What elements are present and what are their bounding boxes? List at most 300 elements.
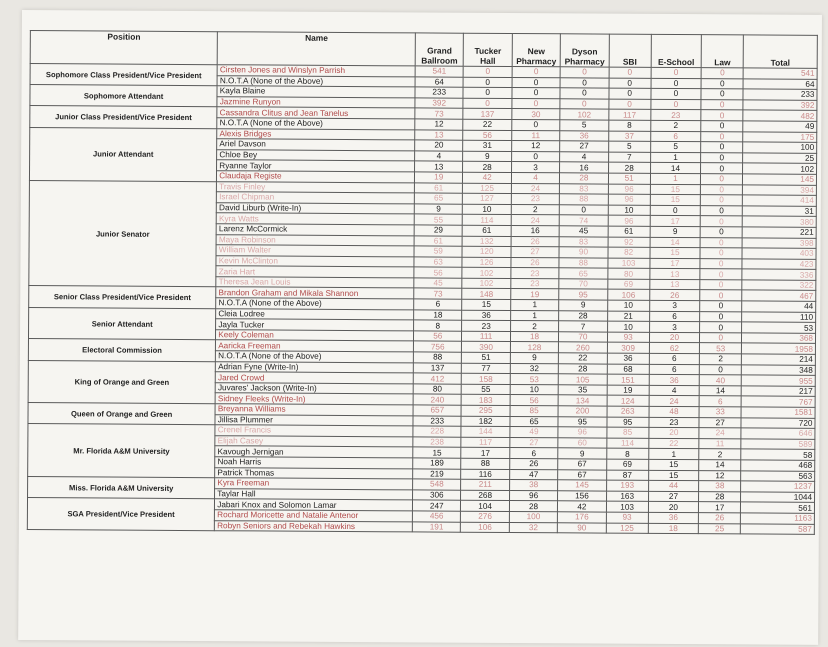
candidate-name-cell: Israel Chipman: [217, 192, 415, 204]
vote-count-cell: 0: [701, 152, 743, 163]
vote-count-cell: 7: [559, 321, 607, 332]
vote-count-cell: 88: [413, 352, 461, 363]
vote-count-cell: 36: [560, 130, 608, 141]
vote-count-cell: 111: [462, 331, 510, 342]
total-cell: 587: [741, 523, 815, 534]
vote-count-cell: 2: [700, 354, 742, 365]
vote-count-cell: 22: [463, 119, 511, 130]
vote-count-cell: 117: [608, 109, 650, 120]
candidate-name-cell: Kevin McClinton: [216, 255, 414, 267]
vote-count-cell: 182: [461, 416, 509, 427]
candidate-name-cell: Maya Robinson: [216, 234, 414, 246]
total-cell: 64: [743, 79, 817, 90]
candidate-name-cell: Larenz McCormick: [216, 224, 414, 236]
total-cell: 44: [742, 301, 816, 312]
candidate-name-cell: Adrian Fyne (Write-In): [216, 361, 414, 373]
vote-count-cell: 1: [510, 310, 558, 321]
total-cell: 336: [742, 269, 816, 280]
vote-count-cell: 19: [607, 385, 649, 396]
vote-count-cell: 93: [607, 332, 649, 343]
vote-count-cell: 0: [609, 88, 651, 99]
vote-count-cell: 80: [607, 268, 649, 279]
vote-count-cell: 24: [511, 215, 559, 226]
vote-count-cell: 26: [699, 513, 741, 524]
vote-count-cell: 68: [607, 364, 649, 375]
vote-count-cell: 6: [414, 299, 462, 310]
column-header-grand-ballroom: Grand Ballroom: [415, 33, 464, 66]
total-cell: 1958: [742, 343, 816, 354]
vote-count-cell: 200: [558, 406, 606, 417]
vote-count-cell: 0: [701, 131, 743, 142]
candidate-name-cell: Cassandra Clitus and Jean Tanelus: [217, 107, 415, 119]
column-header-position: Position: [30, 31, 217, 65]
vote-count-cell: 260: [559, 342, 607, 353]
column-header-law: Law: [701, 35, 743, 68]
vote-count-cell: 12: [415, 119, 463, 130]
vote-count-cell: 23: [462, 320, 510, 331]
total-cell: 589: [741, 439, 815, 450]
vote-count-cell: 5: [560, 120, 608, 131]
vote-count-cell: 3: [511, 162, 559, 173]
vote-count-cell: 657: [413, 405, 461, 416]
vote-count-cell: 56: [463, 130, 511, 141]
position-cell: Senior Class President/Vice President: [29, 286, 216, 308]
column-header-total: Total: [743, 35, 817, 68]
total-cell: 217: [741, 386, 815, 397]
vote-count-cell: 247: [413, 500, 461, 511]
vote-count-cell: 0: [701, 184, 743, 195]
vote-count-cell: 87: [606, 470, 648, 481]
vote-count-cell: 151: [607, 374, 649, 385]
column-header-name: Name: [217, 32, 415, 66]
vote-count-cell: 106: [461, 522, 509, 533]
total-cell: 110: [742, 312, 816, 323]
vote-count-cell: 30: [512, 109, 560, 120]
vote-count-cell: 0: [560, 88, 608, 99]
vote-count-cell: 9: [510, 353, 558, 364]
vote-count-cell: 65: [414, 193, 462, 204]
vote-count-cell: 33: [699, 407, 741, 418]
vote-count-cell: 1: [650, 173, 701, 184]
vote-count-cell: 60: [558, 438, 606, 449]
candidate-name-cell: Robyn Seniors and Rebekah Hawkins: [215, 520, 413, 532]
vote-count-cell: 13: [650, 279, 701, 290]
vote-count-cell: 20: [415, 140, 463, 151]
vote-count-cell: 8: [608, 120, 650, 131]
vote-count-cell: 163: [606, 491, 648, 502]
vote-count-cell: 0: [700, 269, 742, 280]
vote-count-cell: 5: [650, 141, 701, 152]
total-cell: 221: [742, 227, 816, 238]
vote-count-cell: 412: [413, 373, 461, 384]
vote-count-cell: 7: [608, 152, 650, 163]
vote-count-cell: 22: [559, 353, 607, 364]
total-cell: 394: [743, 184, 817, 195]
candidate-name-cell: Jabari Knox and Solomon Lamar: [215, 499, 413, 511]
vote-count-cell: 90: [559, 247, 607, 258]
total-cell: 1237: [741, 481, 815, 492]
vote-count-cell: 4: [560, 152, 608, 163]
candidate-name-cell: Ryanne Taylor: [217, 160, 415, 172]
vote-count-cell: 5: [608, 141, 650, 152]
candidate-name-cell: Theresa Jean Louis: [216, 277, 414, 289]
vote-count-cell: 102: [462, 267, 510, 278]
vote-count-cell: 0: [701, 142, 743, 153]
vote-count-cell: 128: [510, 342, 558, 353]
candidate-name-cell: Crenel Francis: [215, 425, 413, 437]
vote-count-cell: 26: [649, 290, 700, 301]
vote-count-cell: 88: [559, 257, 607, 268]
vote-count-cell: 32: [509, 522, 557, 533]
candidate-name-cell: Breyanna Williams: [215, 404, 413, 416]
vote-count-cell: 0: [701, 121, 743, 132]
vote-count-cell: 51: [462, 352, 510, 363]
vote-count-cell: 44: [648, 480, 699, 491]
vote-count-cell: 10: [608, 205, 650, 216]
vote-count-cell: 61: [414, 235, 462, 246]
vote-count-cell: 55: [462, 384, 510, 395]
vote-count-cell: 3: [649, 322, 700, 333]
vote-count-cell: 0: [609, 99, 651, 110]
vote-count-cell: 9: [559, 300, 607, 311]
vote-count-cell: 85: [607, 427, 649, 438]
vote-count-cell: 15: [650, 247, 701, 258]
vote-count-cell: 51: [608, 173, 650, 184]
vote-count-cell: 18: [510, 331, 558, 342]
vote-count-cell: 77: [462, 363, 510, 374]
candidate-name-cell: Kyra Freeman: [215, 478, 413, 490]
vote-count-cell: 103: [606, 501, 648, 512]
vote-count-cell: 83: [559, 236, 607, 247]
results-sheet: [18, 10, 822, 645]
candidate-name-cell: Juvares' Jackson (Write-In): [215, 383, 413, 395]
vote-count-cell: 126: [462, 257, 510, 268]
vote-count-cell: 116: [461, 469, 509, 480]
vote-count-cell: 148: [462, 289, 510, 300]
vote-count-cell: 6: [510, 448, 558, 459]
vote-count-cell: 19: [511, 289, 559, 300]
vote-count-cell: 37: [608, 131, 650, 142]
vote-count-cell: 233: [413, 415, 461, 426]
total-cell: 414: [743, 195, 817, 206]
candidate-name-cell: Jayla Tucker: [216, 319, 414, 331]
vote-count-cell: 0: [701, 174, 743, 185]
vote-count-cell: 0: [701, 195, 743, 206]
vote-count-cell: 23: [511, 278, 559, 289]
vote-count-cell: 191: [412, 521, 460, 532]
vote-count-cell: 17: [699, 502, 741, 513]
vote-count-cell: 85: [510, 405, 558, 416]
vote-count-cell: 127: [463, 193, 511, 204]
vote-count-cell: 117: [461, 437, 509, 448]
vote-count-cell: 67: [558, 459, 606, 470]
vote-count-cell: 32: [510, 363, 558, 374]
vote-count-cell: 2: [510, 321, 558, 332]
candidate-name-cell: Kyra Watts: [216, 213, 414, 225]
vote-count-cell: 20: [649, 428, 700, 439]
vote-count-cell: 83: [560, 183, 608, 194]
vote-count-cell: 22: [649, 438, 700, 449]
vote-count-cell: 70: [559, 279, 607, 290]
vote-count-cell: 0: [463, 87, 511, 98]
total-cell: 58: [741, 449, 815, 460]
vote-count-cell: 27: [699, 417, 741, 428]
vote-count-cell: 45: [559, 226, 607, 237]
vote-count-cell: 96: [608, 184, 650, 195]
candidate-name-cell: Brandon Graham and Mikala Shannon: [216, 287, 414, 299]
vote-count-cell: 0: [650, 205, 701, 216]
vote-count-cell: 16: [560, 162, 608, 173]
vote-count-cell: 2: [511, 204, 559, 215]
vote-count-cell: 23: [511, 268, 559, 279]
vote-count-cell: 48: [649, 406, 700, 417]
vote-count-cell: 96: [608, 194, 650, 205]
vote-count-cell: 20: [648, 502, 699, 513]
vote-count-cell: 55: [414, 214, 462, 225]
vote-count-cell: 0: [699, 364, 741, 375]
vote-count-cell: 24: [699, 428, 741, 439]
vote-count-cell: 4: [415, 151, 463, 162]
vote-count-cell: 82: [608, 247, 650, 258]
candidate-name-cell: Cirsten Jones and Winslyn Parrish: [217, 65, 415, 77]
total-cell: 482: [743, 110, 817, 121]
vote-count-cell: 28: [509, 501, 557, 512]
vote-count-cell: 238: [413, 437, 461, 448]
total-cell: 25: [743, 153, 817, 164]
position-cell: Senior Attendant: [28, 307, 215, 340]
vote-count-cell: 28: [559, 363, 607, 374]
vote-count-cell: 102: [560, 109, 608, 120]
vote-count-cell: 21: [607, 311, 649, 322]
vote-count-cell: 102: [462, 278, 510, 289]
vote-count-cell: 0: [463, 98, 511, 109]
vote-count-cell: 125: [606, 523, 648, 534]
vote-count-cell: 15: [462, 299, 510, 310]
vote-count-cell: 541: [415, 66, 463, 77]
vote-count-cell: 0: [700, 332, 742, 343]
position-cell: Queen of Orange and Green: [28, 403, 215, 425]
vote-count-cell: 183: [462, 395, 510, 406]
candidate-name-cell: Cleia Lodree: [216, 308, 414, 320]
vote-count-cell: 0: [700, 290, 742, 301]
vote-count-cell: 295: [461, 405, 509, 416]
candidate-name-cell: N.O.T.A (None of the Above): [217, 118, 415, 130]
candidate-name-cell: Rochard Moricette and Natalie Antenor: [215, 510, 413, 522]
vote-count-cell: 158: [462, 373, 510, 384]
vote-count-cell: 106: [607, 290, 649, 301]
vote-count-cell: 47: [509, 469, 557, 480]
candidate-name-cell: N.O.T.A (None of the Above): [217, 75, 415, 87]
total-cell: 322: [742, 280, 816, 291]
vote-count-cell: 64: [415, 76, 463, 87]
column-header-tucker-hall: Tucker Hall: [464, 33, 513, 66]
vote-count-cell: 80: [413, 384, 461, 395]
vote-count-cell: 20: [649, 332, 700, 343]
position-cell: Junior Class President/Vice President: [30, 106, 217, 128]
vote-count-cell: 0: [701, 110, 743, 121]
vote-count-cell: 9: [558, 448, 606, 459]
vote-count-cell: 0: [701, 99, 743, 110]
total-cell: 233: [743, 89, 817, 100]
total-cell: 380: [742, 216, 816, 227]
total-cell: 541: [743, 68, 817, 79]
vote-count-cell: 0: [700, 258, 742, 269]
vote-count-cell: 18: [414, 310, 462, 321]
vote-count-cell: 105: [558, 374, 606, 385]
vote-count-cell: 233: [415, 87, 463, 98]
vote-count-cell: 114: [463, 215, 511, 226]
vote-count-cell: 156: [558, 491, 606, 502]
vote-count-cell: 144: [461, 426, 509, 437]
position-cell: Sophomore Attendant: [30, 85, 217, 107]
vote-count-cell: 38: [699, 481, 741, 492]
vote-count-cell: 96: [509, 490, 557, 501]
vote-count-cell: 61: [463, 225, 511, 236]
vote-count-cell: 26: [511, 257, 559, 268]
vote-count-cell: 49: [510, 427, 558, 438]
vote-count-cell: 11: [699, 438, 741, 449]
vote-count-cell: 36: [648, 512, 699, 523]
vote-count-cell: 13: [415, 161, 463, 172]
vote-count-cell: 90: [558, 522, 606, 533]
position-cell: Mr. Florida A&M University: [28, 424, 216, 478]
vote-count-cell: 23: [649, 417, 700, 428]
vote-count-cell: 114: [606, 438, 648, 449]
total-cell: 31: [743, 206, 817, 217]
vote-count-cell: 45: [414, 278, 462, 289]
candidate-name-cell: Sidney Fleeks (Write-In): [215, 393, 413, 405]
vote-count-cell: 756: [413, 341, 461, 352]
vote-count-cell: 0: [700, 301, 742, 312]
vote-count-cell: 28: [463, 162, 511, 173]
vote-count-cell: 103: [608, 258, 650, 269]
vote-count-cell: 56: [510, 395, 558, 406]
vote-count-cell: 189: [413, 458, 461, 469]
vote-count-cell: 124: [607, 395, 649, 406]
vote-count-cell: 0: [464, 66, 512, 77]
total-cell: 1581: [741, 407, 815, 418]
position-cell: SGA President/Vice President: [27, 498, 214, 531]
vote-count-cell: 95: [559, 289, 607, 300]
candidate-name-cell: Patrick Thomas: [215, 467, 413, 479]
vote-count-cell: 24: [511, 183, 559, 194]
candidate-name-cell: Keely Coleman: [216, 330, 414, 342]
vote-count-cell: 0: [700, 216, 742, 227]
total-cell: 423: [742, 259, 816, 270]
vote-count-cell: 392: [415, 98, 463, 109]
vote-count-cell: 309: [607, 343, 649, 354]
vote-count-cell: 9: [414, 204, 462, 215]
column-header-dyson-pharmacy: Dyson Pharmacy: [560, 34, 609, 67]
vote-count-cell: 120: [462, 246, 510, 257]
vote-count-cell: 6: [649, 364, 700, 375]
vote-count-cell: 40: [699, 375, 741, 386]
vote-count-cell: 0: [651, 67, 702, 78]
vote-count-cell: 0: [651, 78, 702, 89]
vote-count-cell: 9: [463, 151, 511, 162]
candidate-name-cell: N.O.T.A (None of the Above): [216, 351, 414, 363]
vote-count-cell: 28: [608, 162, 650, 173]
vote-count-cell: 28: [559, 310, 607, 321]
vote-count-cell: 26: [511, 236, 559, 247]
candidate-name-cell: Noah Harris: [215, 457, 413, 469]
vote-count-cell: 0: [700, 205, 742, 216]
vote-count-cell: 176: [558, 512, 606, 523]
vote-count-cell: 62: [649, 343, 700, 354]
vote-count-cell: 61: [414, 182, 462, 193]
vote-count-cell: 219: [413, 468, 461, 479]
vote-count-cell: 27: [648, 491, 699, 502]
vote-count-cell: 137: [413, 363, 461, 374]
vote-count-cell: 29: [414, 225, 462, 236]
position-cell: Junior Senator: [29, 180, 217, 287]
vote-count-cell: 14: [650, 163, 701, 174]
vote-count-cell: 456: [412, 511, 460, 522]
vote-count-cell: 56: [414, 267, 462, 278]
vote-count-cell: 2: [650, 120, 701, 131]
vote-count-cell: 104: [461, 501, 509, 512]
total-cell: 561: [741, 502, 815, 513]
vote-count-cell: 0: [559, 205, 607, 216]
vote-count-cell: 0: [512, 88, 560, 99]
vote-count-cell: 15: [650, 194, 701, 205]
vote-count-cell: 12: [699, 470, 741, 481]
vote-count-cell: 10: [510, 384, 558, 395]
vote-count-cell: 145: [558, 480, 606, 491]
vote-count-cell: 0: [701, 89, 743, 100]
vote-count-cell: 8: [606, 448, 648, 459]
vote-count-cell: 96: [558, 427, 606, 438]
total-cell: 392: [743, 100, 817, 111]
position-cell: Junior Attendant: [29, 127, 217, 181]
vote-count-cell: 13: [415, 129, 463, 140]
candidate-name-cell: David Liburb (Write-In): [217, 202, 415, 214]
vote-count-cell: 53: [700, 343, 742, 354]
vote-count-cell: 0: [609, 67, 651, 78]
column-header-new-pharmacy: New Pharmacy: [512, 33, 561, 66]
vote-count-cell: 23: [511, 194, 559, 205]
table-header: [30, 31, 817, 69]
vote-count-cell: 0: [700, 280, 742, 291]
vote-count-cell: 15: [648, 470, 699, 481]
vote-count-cell: 0: [560, 67, 608, 78]
vote-count-cell: 16: [511, 225, 559, 236]
candidate-name-cell: N.O.T.A (None of the Above): [216, 298, 414, 310]
vote-count-cell: 36: [607, 353, 649, 364]
vote-count-cell: 35: [558, 385, 606, 396]
vote-count-cell: 125: [463, 183, 511, 194]
total-cell: 100: [743, 142, 817, 153]
vote-count-cell: 24: [649, 396, 700, 407]
vote-count-cell: 14: [650, 237, 701, 248]
vote-count-cell: 42: [558, 501, 606, 512]
vote-count-cell: 88: [461, 458, 509, 469]
vote-count-cell: 0: [701, 78, 743, 89]
total-cell: 214: [742, 354, 816, 365]
vote-count-cell: 137: [463, 109, 511, 120]
vote-count-cell: 38: [509, 480, 557, 491]
vote-count-cell: 390: [462, 342, 510, 353]
vote-count-cell: 132: [463, 236, 511, 247]
candidate-name-cell: Travis Finley: [217, 181, 415, 193]
vote-count-cell: 9: [650, 226, 701, 237]
vote-count-cell: 0: [512, 77, 560, 88]
candidate-name-cell: Chloe Bey: [217, 149, 415, 161]
position-cell: Sophomore Class President/Vice President: [30, 64, 217, 86]
candidate-name-cell: Jared Crowd: [215, 372, 413, 384]
vote-count-cell: 36: [649, 375, 700, 386]
column-header-sbi: SBI: [609, 34, 651, 67]
